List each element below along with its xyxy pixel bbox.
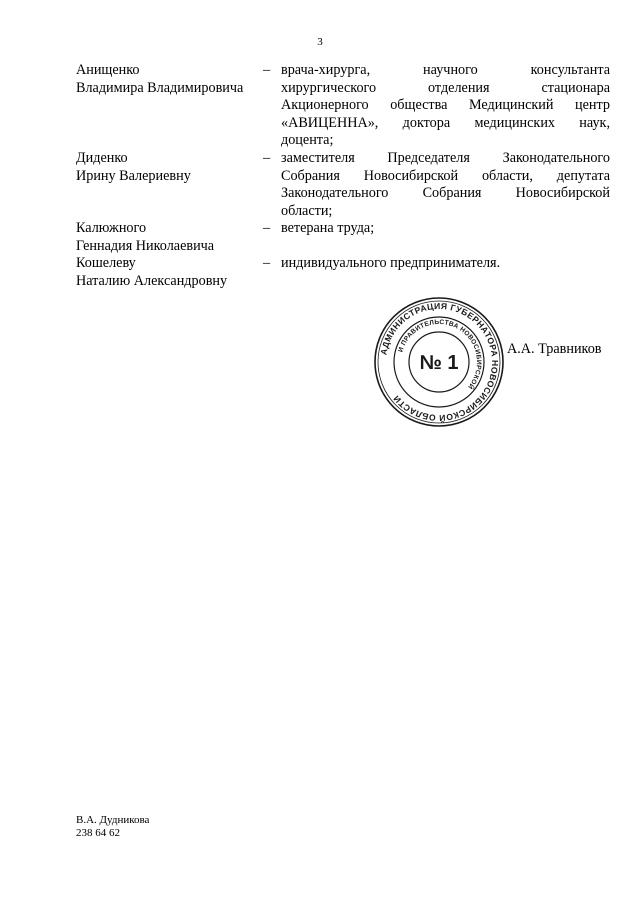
phone-number: 238 64 62 <box>76 827 120 839</box>
dash: – <box>263 255 271 271</box>
person-name <box>76 220 266 255</box>
seal-inner-text: И ПРАВИТЕЛЬСТВА НОВОСИБИРСКОЙ <box>397 318 483 391</box>
person-name <box>76 255 266 290</box>
signature-name: А.А. Травников <box>507 341 602 357</box>
given-names: Ирину Валериевну <box>76 167 191 184</box>
surname: Кошелеву <box>76 255 136 271</box>
surname: Диденко <box>76 150 128 166</box>
official-seal <box>373 296 505 428</box>
desc-line: ветерана труда; <box>281 220 375 236</box>
given-names: Наталию Александровну <box>76 272 228 289</box>
desc-line: заместителя Председателя Законодательного <box>281 150 610 166</box>
person-name <box>76 150 266 185</box>
dash: – <box>263 220 271 236</box>
seal-number: № 1 <box>419 352 459 374</box>
page-number: 3 <box>317 36 323 48</box>
desc-line: врача-хирурга, научного консультанта <box>281 62 610 78</box>
dash: – <box>263 62 271 78</box>
desc-line: доцента; <box>281 132 334 148</box>
position-description <box>281 150 610 220</box>
desc-line: Законодательного Собрания Новосибирской <box>281 185 610 201</box>
surname: Калюжного <box>76 220 147 236</box>
seal-outer-text: АДМИНИСТРАЦИЯ ГУБЕРНАТОРА НОВОСИБИРСКОЙ ОБЛАСТИ <box>378 300 501 424</box>
position-description <box>281 255 610 273</box>
author-name: В.А. Дудникова <box>76 814 150 826</box>
footer <box>76 814 149 840</box>
dash: – <box>263 150 271 166</box>
given-names: Геннадия Николаевича <box>76 237 215 254</box>
desc-line: Акционерного общества Медицинский центр <box>281 97 610 113</box>
desc-line: индивидуального предпринимателя. <box>281 255 501 271</box>
surname: Анищенко <box>76 62 140 78</box>
position-description <box>281 62 610 150</box>
person-name <box>76 62 266 97</box>
desc-line: хирургического отделения стационара <box>281 79 610 96</box>
desc-line: Собрания Новосибирской области, депутата <box>281 167 610 184</box>
desc-line: «АВИЦЕННА», доктора медицинских наук, <box>281 114 610 131</box>
desc-line: области; <box>281 202 333 219</box>
given-names: Владимира Владимировича <box>76 79 244 96</box>
position-description <box>281 220 610 238</box>
